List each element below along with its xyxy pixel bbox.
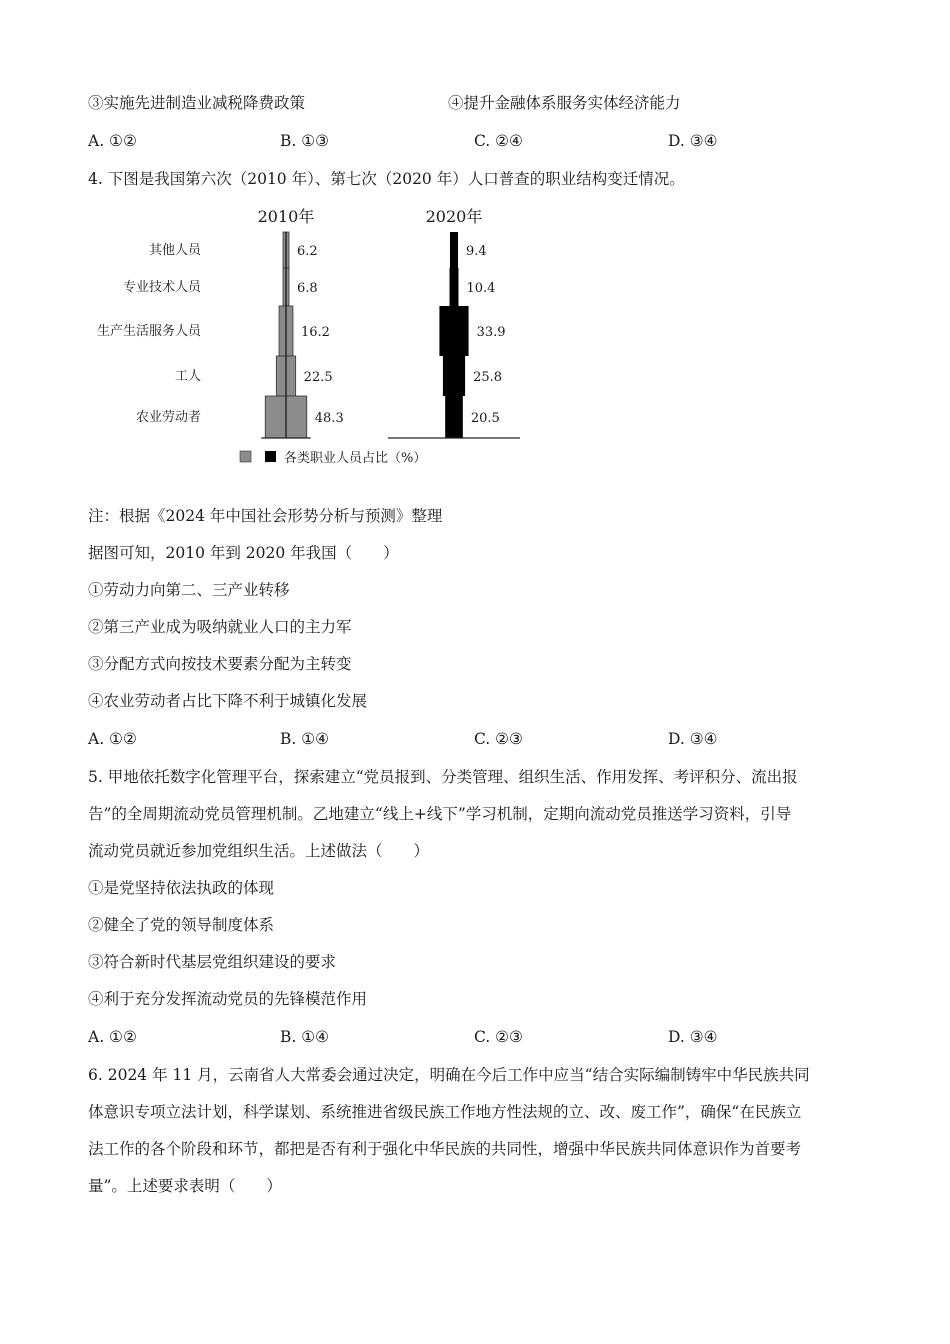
panel-title-2010: 2010年 bbox=[257, 207, 315, 226]
category-label-2: 生产生活服务人员 bbox=[96, 324, 201, 339]
category-label-0: 其他人员 bbox=[148, 243, 201, 258]
q5-option-a: A. ①② bbox=[88, 1028, 137, 1046]
q5-stem-line-3: 流动党员就近参加党组织生活。上述做法（ ） bbox=[88, 842, 430, 860]
q6-stem-line-3: 法工作的各个阶段和环节，都把是否有利于强化中华民族的共同性，增强中华民族共同体意识作为首要考 bbox=[88, 1140, 802, 1158]
q5-stem-line-2: 告”的全周期流动党员管理机制。乙地建立“线上+线下”学习机制，定期向流动党员推送学习资料，引导 bbox=[88, 805, 792, 823]
q3-option-d: D. ③④ bbox=[668, 132, 718, 150]
value-label-2020-4: 20.5 bbox=[470, 411, 500, 426]
legend-swatch-2010 bbox=[240, 451, 251, 462]
q6-stem-line-1: 6. 2024 年 11 月，云南省人大常委会通过决定，明确在今后工作中应当“结合实际编制铸牢中华民族共同 bbox=[88, 1066, 810, 1084]
occupation-pyramid-chart bbox=[80, 200, 550, 480]
q4-item-4: ④农业劳动者占比下降不利于城镇化发展 bbox=[88, 692, 368, 710]
q4-item-1: ①劳动力向第二、三产业转移 bbox=[88, 581, 290, 599]
q4-option-a: A. ①② bbox=[88, 730, 137, 748]
q3-option-c: C. ②④ bbox=[474, 132, 523, 150]
q5-option-d: D. ③④ bbox=[668, 1028, 718, 1046]
value-label-2010-1: 6.8 bbox=[297, 281, 318, 296]
value-label-2020-2: 33.9 bbox=[476, 325, 506, 340]
panel-title-2020: 2020年 bbox=[425, 207, 483, 226]
value-label-2010-3: 22.5 bbox=[303, 370, 333, 385]
category-label-4: 农业劳动者 bbox=[135, 410, 201, 425]
q3-option-a: A. ①② bbox=[88, 132, 137, 150]
value-label-2010-0: 6.2 bbox=[297, 244, 318, 259]
q5-stem-line-1: 5. 甲地依托数字化管理平台，探索建立“党员报到、分类管理、组织生活、作用发挥、考评积分、流出报 bbox=[88, 768, 798, 786]
q4-stem: 4. 下图是我国第六次（2010 年）、第七次（2020 年）人口普查的职业结构变迁情况。 bbox=[88, 170, 685, 188]
category-labels bbox=[97, 242, 202, 425]
q5-item-3: ③符合新时代基层党组织建设的要求 bbox=[88, 953, 337, 971]
q4-option-c: C. ②③ bbox=[474, 730, 523, 748]
bar-2020-2 bbox=[439, 306, 468, 356]
q5-item-1: ①是党坚持依法执政的体现 bbox=[88, 879, 275, 897]
category-label-3: 工人 bbox=[174, 369, 201, 384]
q5-option-b: B. ①④ bbox=[280, 1028, 330, 1046]
q3-option-b: B. ①③ bbox=[280, 132, 330, 150]
bar-2020-0 bbox=[450, 232, 458, 268]
q4-option-b: B. ①④ bbox=[280, 730, 330, 748]
value-label-2020-1: 10.4 bbox=[466, 281, 496, 296]
bar-2020-4 bbox=[445, 396, 463, 438]
q4-item-2: ②第三产业成为吸纳就业人口的主力军 bbox=[88, 618, 352, 636]
value-label-2010-4: 48.3 bbox=[314, 411, 344, 426]
category-label-1: 专业技术人员 bbox=[122, 280, 201, 295]
legend-label: 各类职业人员占比（%） bbox=[284, 451, 427, 466]
q6-stem-line-2: 体意识专项立法计划，科学谋划、系统推进省级民族工作地方性法规的立、改、废工作”，确保“在民族立 bbox=[88, 1103, 802, 1121]
legend-swatch-2020 bbox=[265, 451, 276, 462]
bar-2020-1 bbox=[450, 268, 459, 306]
q4-note: 注：根据《2024 年中国社会形势分析与预测》整理 bbox=[88, 507, 443, 525]
q6-stem-line-4: 量”。上述要求表明（ ） bbox=[88, 1177, 282, 1195]
q4-question: 据图可知，2010 年到 2020 年我国（ ） bbox=[88, 544, 399, 562]
chart-panel-2020 bbox=[388, 207, 520, 438]
q3-item-3: ③实施先进制造业减税降费政策 bbox=[88, 94, 306, 112]
value-label-2010-2: 16.2 bbox=[300, 325, 330, 340]
bar-2020-3 bbox=[443, 356, 465, 396]
value-label-2020-0: 9.4 bbox=[466, 244, 487, 259]
chart-legend bbox=[240, 450, 426, 466]
q4-option-d: D. ③④ bbox=[668, 730, 718, 748]
q5-item-4: ④利于充分发挥流动党员的先锋模范作用 bbox=[88, 990, 368, 1008]
q3-item-4: ④提升金融体系服务实体经济能力 bbox=[448, 94, 681, 112]
chart-panel-2010 bbox=[258, 207, 344, 438]
value-label-2020-3: 25.8 bbox=[473, 370, 503, 385]
q5-option-c: C. ②③ bbox=[474, 1028, 523, 1046]
q4-item-3: ③分配方式向按技术要素分配为主转变 bbox=[88, 655, 352, 673]
q5-item-2: ②健全了党的领导制度体系 bbox=[88, 916, 275, 934]
